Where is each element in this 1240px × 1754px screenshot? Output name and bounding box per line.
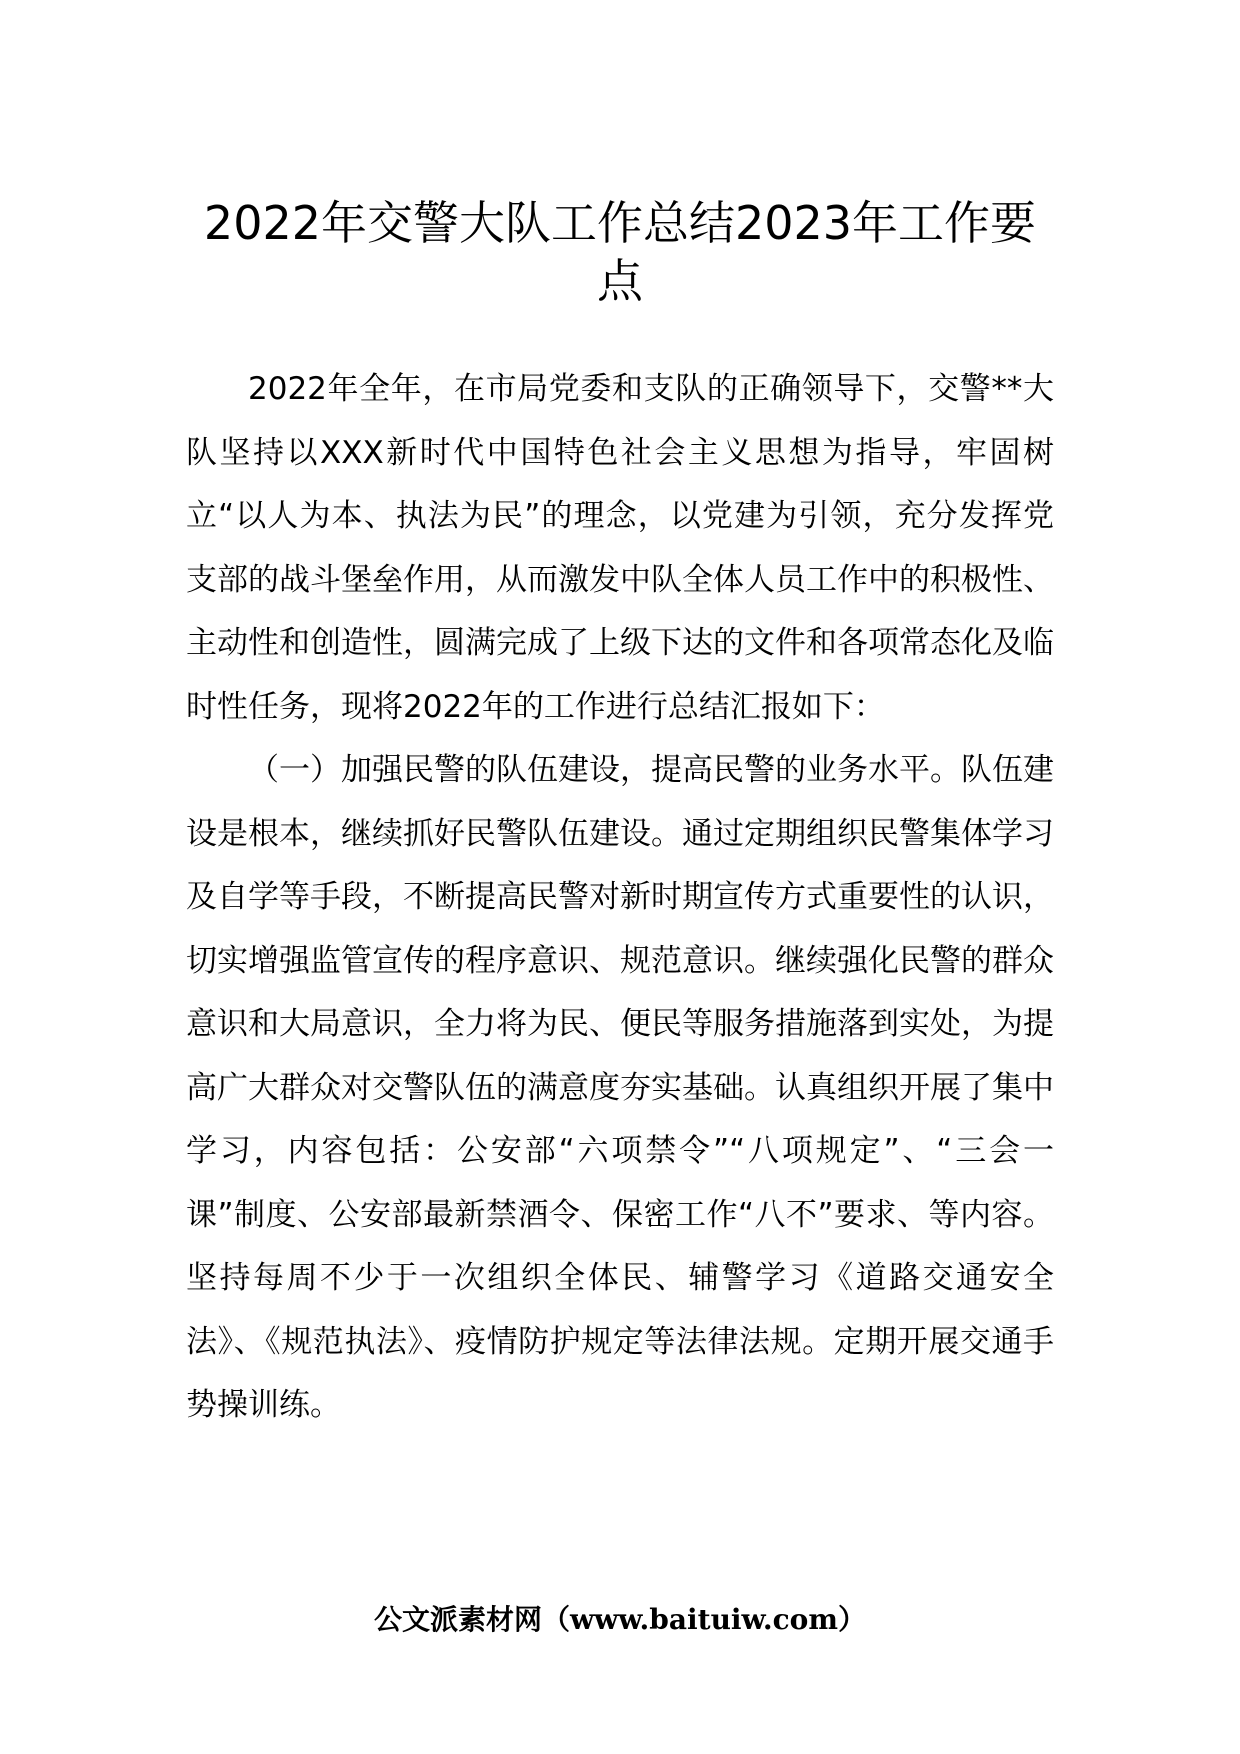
section-one-text: 队伍建设是根本，继续抓好民警队伍建设。通过定期组织民警集体学习及自学等手段，不断提高民警对新时期宣传方式重要性的认识，切实增强监管宣传的程序意识、规范意识。继续强化民警的群众意识和大局意识，全力将为民、便民等服务措施落到实处，为提高广大群众对交警队伍的满意度夯实基础。认真组织开展了集中学习，内容包括：公安部“六项禁令”“八项规定”、“三会一课”制度、公安部最新禁酒令、保密工作“八不”要求、等内容。坚持每周不少于一次组织全体民、辅警学习《道路交通安全法》、《规范执法》、疫情防护规定等法律法规。定期开展交通手势操训练。: [186, 752, 1054, 1423]
footer-watermark: 公文派素材网（www.baituiw.com）: [374, 1603, 866, 1636]
section-one-paragraph: [186, 739, 1054, 1438]
document-title: 2022年交警大队工作总结2023年工作要点: [203, 196, 1037, 308]
intro-paragraph: 2022年全年，在市局党委和支队的正确领导下，交警**大队坚持以XXX新时代中国特色社会主义思想为指导，牢固树立“以人为本、执法为民”的理念，以党建为引领，充分发挥党支部的战斗堡垒作用，从而激发中队全体人员工作中的积极性、主动性和创造性，圆满完成了上级下达的文件和各项常态化及临时性任务，现将2022年的工作进行总结汇报如下：: [186, 371, 1054, 725]
document-body: [186, 358, 1054, 1438]
section-one-heading: （一）加强民警的队伍建设，提高民警的业务水平。: [248, 752, 961, 788]
